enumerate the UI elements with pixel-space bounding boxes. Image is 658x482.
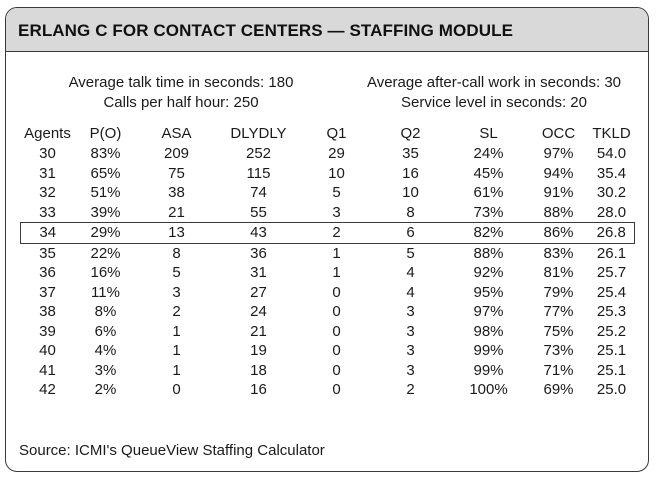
- table-row: [21, 380, 635, 400]
- table-cell: 98%: [473, 322, 504, 340]
- table-row: [21, 302, 635, 322]
- table-cell: 31: [39, 164, 56, 182]
- table-cell: 25.2: [596, 322, 627, 340]
- table-cell: 43: [217, 223, 301, 244]
- table-cell: 75%: [543, 322, 574, 340]
- table-cell: 0: [332, 361, 341, 379]
- table-cell: 3: [172, 283, 181, 301]
- table-cell: 42: [39, 381, 56, 399]
- table-cell: 0: [332, 342, 341, 360]
- table-cell: 21: [168, 203, 185, 221]
- table-cell: 25.4: [596, 283, 627, 301]
- table-row: [21, 203, 635, 223]
- table-cell: 4%: [94, 342, 117, 360]
- table-cell: 35: [402, 145, 419, 163]
- table-cell: 51%: [90, 184, 121, 202]
- table-row: [21, 144, 635, 164]
- table-cell: 24%: [473, 145, 504, 163]
- table-cell: 73%: [543, 342, 574, 360]
- table-cell: 21: [250, 322, 267, 340]
- table-cell: 28.0: [596, 203, 627, 221]
- table-cell: 73%: [473, 203, 504, 221]
- table-cell: 33: [39, 203, 56, 221]
- talk-time-label: Average talk time in seconds: 180: [68, 74, 294, 91]
- table-cell: 61%: [473, 184, 504, 202]
- table-cell: 100%: [469, 381, 508, 399]
- table-row: [21, 183, 635, 203]
- params-right: [354, 73, 634, 113]
- table-row: [21, 322, 635, 342]
- table-cell: 209: [163, 145, 190, 163]
- table-cell: 69%: [543, 381, 574, 399]
- table-row: [21, 283, 635, 303]
- table-cell: 0: [172, 381, 181, 399]
- table-cell: 25.1: [596, 361, 627, 379]
- table-cell: 5: [172, 264, 181, 282]
- table-cell: 1: [172, 322, 181, 340]
- table-cell: 115: [246, 164, 271, 182]
- column-header: ASA: [161, 125, 192, 142]
- table-cell: 97%: [473, 303, 504, 321]
- table-cell: 35.4: [596, 164, 627, 182]
- table-cell: 3%: [94, 361, 117, 379]
- column-header: TKLD: [592, 125, 631, 142]
- table-cell: 0: [332, 303, 341, 321]
- table-cell: 79%: [543, 283, 574, 301]
- table-cell: 39%: [90, 203, 121, 221]
- table-row: [21, 164, 635, 184]
- table-row: [21, 341, 635, 361]
- table-cell: 94%: [543, 164, 574, 182]
- table-cell: 3: [406, 322, 415, 340]
- table-cell: 82%: [449, 223, 529, 244]
- table-cell: 54.0: [596, 145, 627, 163]
- table-cell: 26.8: [589, 223, 635, 244]
- table-cell: 0: [332, 283, 341, 301]
- table-cell: 83%: [543, 244, 574, 262]
- service-level-label: Service level in seconds: 20: [401, 94, 587, 111]
- table-cell: 36: [39, 264, 56, 282]
- table-cell: 5: [332, 184, 341, 202]
- table-cell: 3: [406, 361, 415, 379]
- table-cell: 1: [332, 264, 341, 282]
- table-cell: 34: [21, 223, 75, 244]
- table-cell: 4: [406, 264, 415, 282]
- table-cell: 24: [250, 303, 267, 321]
- table-cell: 10: [328, 164, 345, 182]
- table-cell: 252: [245, 145, 272, 163]
- table-cell: 16%: [90, 264, 121, 282]
- table-cell: 71%: [543, 361, 574, 379]
- table-cell: 8: [406, 203, 415, 221]
- table-cell: 2: [301, 223, 373, 244]
- table-cell: 1: [332, 244, 341, 262]
- table-cell: 25.3: [596, 303, 627, 321]
- table-cell: 22%: [90, 244, 121, 262]
- table-cell: 91%: [543, 184, 574, 202]
- table-header-row: [21, 123, 635, 144]
- table-body: [21, 144, 635, 400]
- table-cell: 41: [39, 361, 56, 379]
- table-cell: 0: [332, 381, 341, 399]
- table-cell: 75: [168, 164, 185, 182]
- table-cell: 38: [39, 303, 56, 321]
- table-cell: 88%: [543, 203, 574, 221]
- table-cell: 3: [406, 342, 415, 360]
- column-header: DLYDLY: [230, 125, 287, 142]
- title-bar: [6, 8, 648, 52]
- table-cell: 29: [328, 145, 345, 163]
- table-row-highlighted: [21, 223, 635, 244]
- table-cell: 37: [39, 283, 56, 301]
- table-row: [21, 263, 635, 283]
- table-cell: 99%: [473, 361, 504, 379]
- table-cell: 3: [406, 303, 415, 321]
- table-cell: 19: [250, 342, 267, 360]
- table-cell: 99%: [473, 342, 504, 360]
- table-cell: 4: [406, 283, 415, 301]
- table-cell: 32: [39, 184, 56, 202]
- table-cell: 36: [250, 244, 267, 262]
- table-cell: 65%: [90, 164, 121, 182]
- calls-per-half-hour-label: Calls per half hour: 250: [103, 94, 259, 111]
- table-cell: 74: [250, 184, 267, 202]
- table-cell: 2: [406, 381, 415, 399]
- table-cell: 11%: [91, 283, 120, 301]
- column-header: Q1: [326, 125, 347, 142]
- table-row: [21, 243, 635, 263]
- table-cell: 31: [250, 264, 267, 282]
- table-cell: 30.2: [596, 184, 627, 202]
- table-cell: 3: [332, 203, 341, 221]
- column-header: P(O): [89, 125, 122, 142]
- table-cell: 26.1: [596, 244, 627, 262]
- staffing-table: [20, 123, 635, 400]
- table-cell: 25.0: [596, 381, 627, 399]
- table-cell: 95%: [473, 283, 504, 301]
- table-cell: 88%: [473, 244, 504, 262]
- table-cell: 86%: [529, 223, 589, 244]
- after-call-work-label: Average after-call work in seconds: 30: [366, 74, 622, 91]
- table-cell: 27: [250, 283, 267, 301]
- table-cell: 13: [137, 223, 217, 244]
- table-cell: 30: [39, 145, 56, 163]
- table-cell: 25.7: [596, 264, 627, 282]
- table-cell: 40: [39, 342, 56, 360]
- table-cell: 6: [373, 223, 449, 244]
- table-header: [21, 123, 635, 144]
- table-cell: 97%: [543, 145, 574, 163]
- table-cell: 29%: [75, 223, 137, 244]
- table-cell: 81%: [543, 264, 574, 282]
- table-cell: 1: [172, 361, 181, 379]
- table-cell: 2: [172, 303, 181, 321]
- table-cell: 25.1: [596, 342, 627, 360]
- table-cell: 83%: [90, 145, 121, 163]
- table-cell: 8: [172, 244, 181, 262]
- table-cell: 38: [168, 184, 185, 202]
- table-cell: 6%: [94, 322, 117, 340]
- table-cell: 1: [172, 342, 181, 360]
- staffing-module-card: [5, 7, 649, 472]
- table-cell: 18: [250, 361, 267, 379]
- table-cell: 0: [332, 322, 341, 340]
- table-cell: 55: [250, 203, 267, 221]
- table-cell: 35: [39, 244, 56, 262]
- table-cell: 8%: [94, 303, 117, 321]
- table-cell: 10: [402, 184, 419, 202]
- table-cell: 92%: [473, 264, 504, 282]
- page-title: ERLANG C FOR CONTACT CENTERS — STAFFING MODULE: [18, 21, 514, 40]
- params-left: [46, 73, 316, 113]
- table-cell: 5: [406, 244, 415, 262]
- table-cell: 45%: [473, 164, 504, 182]
- table-cell: 39: [39, 322, 56, 340]
- table-cell: 16: [402, 164, 419, 182]
- table-cell: 77%: [543, 303, 574, 321]
- source-note: Source: ICMI's QueueView Staffing Calculator: [19, 442, 325, 459]
- column-header: Agents: [24, 125, 71, 142]
- column-header: OCC: [541, 125, 576, 142]
- table-cell: 2%: [94, 381, 117, 399]
- column-header: Q2: [400, 125, 421, 142]
- column-header: SL: [479, 125, 498, 142]
- table-row: [21, 361, 635, 381]
- table-cell: 16: [250, 381, 267, 399]
